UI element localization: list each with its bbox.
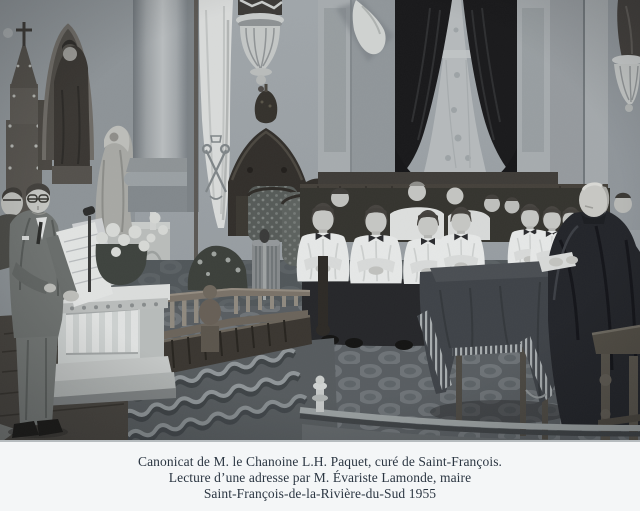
caption-line-2: Lecture d’une adresse par M. Évariste Lamonde, maire <box>168 470 472 485</box>
caption-line-1: Canonicat de M. le Chanoine L.H. Paquet, curé de Saint-François. <box>137 454 503 469</box>
photo-caption <box>0 442 640 511</box>
caption-line-3: Saint-François-de-la-Rivière-du-Sud 1955 <box>203 486 437 501</box>
